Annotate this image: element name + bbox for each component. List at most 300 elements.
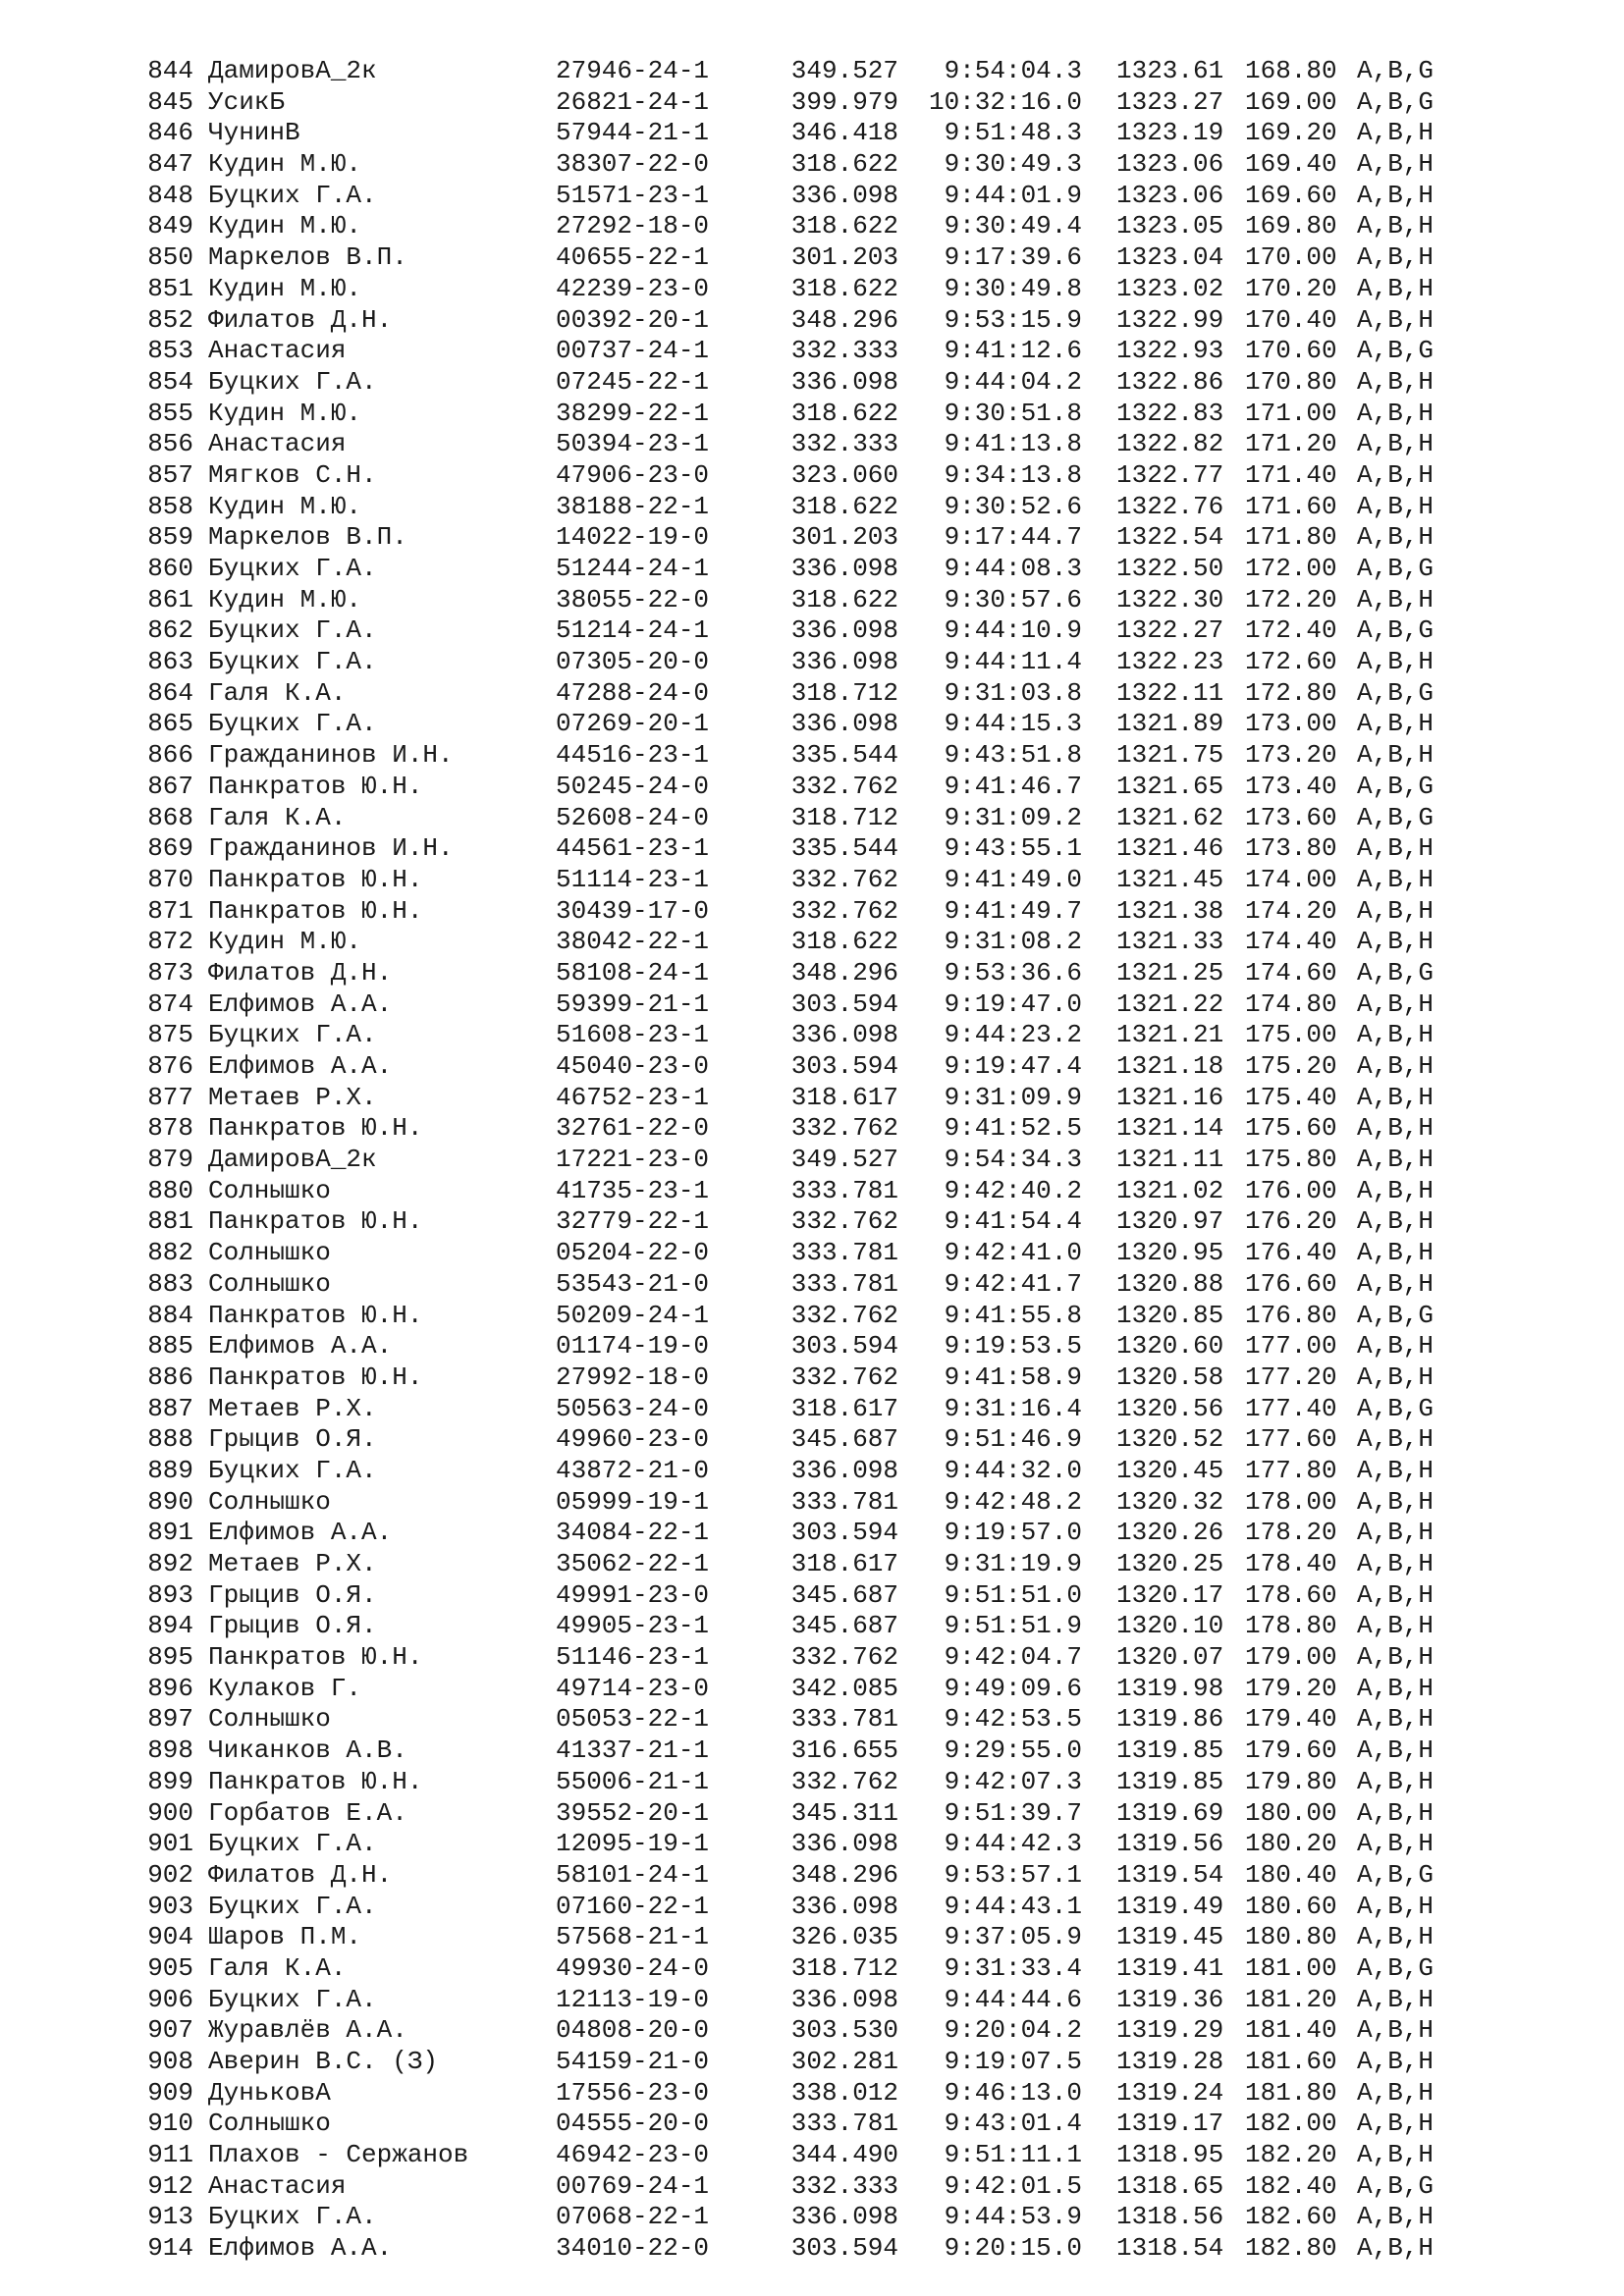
ring-number: 27992-18-0 <box>556 1362 710 1392</box>
distance: 318.712 <box>790 1952 898 1983</box>
distance: 332.762 <box>790 864 898 894</box>
place-number: 885 <box>147 1331 193 1362</box>
place-number: 866 <box>147 740 193 771</box>
arrival-time: 9:19:53.5 <box>944 1331 1082 1362</box>
table-row <box>0 149 1624 181</box>
groups: A,B,G <box>1357 86 1435 117</box>
arrival-time: 9:29:55.0 <box>944 1735 1082 1766</box>
groups: A,B,H <box>1357 1331 1435 1362</box>
speed: 1320.45 <box>1116 1455 1224 1485</box>
distance: 344.490 <box>790 2140 898 2170</box>
fancier-name: Метаев Р.Х. <box>208 1393 377 1423</box>
distance: 318.622 <box>790 584 898 614</box>
distance: 303.530 <box>790 2015 898 2046</box>
arrival-time: 9:44:32.0 <box>944 1455 1082 1485</box>
speed: 1321.02 <box>1116 1175 1224 1205</box>
ring-number: 17221-23-0 <box>556 1145 710 1175</box>
place-number: 894 <box>147 1611 193 1641</box>
arrival-time: 9:53:57.1 <box>944 1859 1082 1890</box>
arrival-time: 9:30:51.8 <box>944 398 1082 428</box>
place-number: 890 <box>147 1486 193 1517</box>
fancier-name: Елфимов А.А. <box>208 1518 393 1548</box>
coefficient: 178.40 <box>1245 1549 1337 1578</box>
fancier-name: Журавлёв А.А. <box>208 2015 407 2046</box>
ring-number: 34084-22-1 <box>556 1518 710 1548</box>
fancier-name: Мягков С.Н. <box>208 459 377 490</box>
distance: 301.203 <box>790 522 898 553</box>
arrival-time: 9:20:15.0 <box>944 2233 1082 2264</box>
fancier-name: Кудин М.Ю. <box>208 211 362 241</box>
table-row <box>0 1020 1624 1051</box>
table-row <box>0 181 1624 212</box>
coefficient: 173.00 <box>1245 709 1337 739</box>
speed: 1320.07 <box>1116 1642 1224 1673</box>
distance: 318.712 <box>790 802 898 832</box>
fancier-name: Кудин М.Ю. <box>208 149 362 180</box>
arrival-time: 9:44:23.2 <box>944 1020 1082 1050</box>
coefficient: 171.40 <box>1245 459 1337 490</box>
groups: A,B,H <box>1357 1455 1435 1485</box>
speed: 1319.17 <box>1116 2109 1224 2139</box>
speed: 1320.88 <box>1116 1268 1224 1299</box>
speed: 1322.54 <box>1116 522 1224 553</box>
speed: 1319.24 <box>1116 2077 1224 2108</box>
place-number: 857 <box>147 459 193 490</box>
ring-number: 50563-24-0 <box>556 1393 710 1423</box>
place-number: 902 <box>147 1859 193 1890</box>
fancier-name: Грыцив О.Я. <box>208 1611 377 1641</box>
place-number: 906 <box>147 1984 193 2014</box>
fancier-name: Буцких Г.А. <box>208 2202 377 2232</box>
place-number: 869 <box>147 833 193 864</box>
groups: A,B,H <box>1357 1486 1435 1517</box>
fancier-name: Анастасия <box>208 2170 347 2201</box>
fancier-name: ДамировА_2к <box>208 56 377 85</box>
coefficient: 174.20 <box>1245 895 1337 926</box>
ring-number: 14022-19-0 <box>556 522 710 553</box>
groups: A,B,H <box>1357 1268 1435 1299</box>
arrival-time: 9:31:16.4 <box>944 1393 1082 1423</box>
speed: 1321.16 <box>1116 1082 1224 1112</box>
table-row <box>0 2140 1624 2171</box>
coefficient: 173.60 <box>1245 802 1337 832</box>
table-row <box>0 1642 1624 1674</box>
fancier-name: Буцких Г.А. <box>208 1020 377 1050</box>
place-number: 874 <box>147 988 193 1019</box>
arrival-time: 9:41:49.7 <box>944 895 1082 926</box>
fancier-name: Плахов - Сержанов <box>208 2140 469 2170</box>
speed: 1322.77 <box>1116 459 1224 490</box>
arrival-time: 9:19:07.5 <box>944 2047 1082 2076</box>
distance: 338.012 <box>790 2077 898 2108</box>
groups: A,B,G <box>1357 615 1435 646</box>
ring-number: 07160-22-1 <box>556 1891 710 1921</box>
table-row <box>0 1611 1624 1642</box>
distance: 332.333 <box>790 2170 898 2201</box>
place-number: 862 <box>147 615 193 646</box>
speed: 1320.26 <box>1116 1518 1224 1548</box>
ring-number: 05053-22-1 <box>556 1704 710 1735</box>
coefficient: 181.20 <box>1245 1984 1337 2014</box>
fancier-name: Панкратов Ю.Н. <box>208 1362 423 1392</box>
table-row <box>0 1487 1624 1519</box>
arrival-time: 9:44:01.9 <box>944 180 1082 210</box>
arrival-time: 9:42:07.3 <box>944 1766 1082 1796</box>
table-row <box>0 1113 1624 1145</box>
table-row <box>0 1860 1624 1892</box>
distance: 336.098 <box>790 366 898 397</box>
coefficient: 170.60 <box>1245 336 1337 366</box>
place-number: 901 <box>147 1829 193 1859</box>
place-number: 908 <box>147 2047 193 2076</box>
coefficient: 176.20 <box>1245 1206 1337 1237</box>
place-number: 859 <box>147 522 193 553</box>
ring-number: 49905-23-1 <box>556 1611 710 1641</box>
fancier-name: Буцких Г.А. <box>208 1984 377 2014</box>
ring-number: 59399-21-1 <box>556 988 710 1019</box>
distance: 336.098 <box>790 709 898 739</box>
distance: 348.296 <box>790 1859 898 1890</box>
ring-number: 38307-22-0 <box>556 149 710 180</box>
table-row <box>0 1269 1624 1301</box>
distance: 301.203 <box>790 242 898 273</box>
table-row <box>0 305 1624 337</box>
arrival-time: 9:44:08.3 <box>944 554 1082 583</box>
groups: A,B,H <box>1357 895 1435 926</box>
ring-number: 17556-23-0 <box>556 2077 710 2108</box>
place-number: 909 <box>147 2077 193 2108</box>
arrival-time: 9:41:55.8 <box>944 1300 1082 1330</box>
place-number: 861 <box>147 584 193 614</box>
place-number: 873 <box>147 957 193 988</box>
speed: 1322.83 <box>1116 398 1224 428</box>
ring-number: 38055-22-0 <box>556 584 710 614</box>
ring-number: 49930-24-0 <box>556 1952 710 1983</box>
table-row <box>0 772 1624 803</box>
speed: 1320.97 <box>1116 1206 1224 1237</box>
groups: A,B,H <box>1357 1611 1435 1641</box>
arrival-time: 9:17:39.6 <box>944 242 1082 273</box>
speed: 1323.04 <box>1116 242 1224 273</box>
place-number: 876 <box>147 1051 193 1081</box>
speed: 1321.11 <box>1116 1145 1224 1175</box>
groups: A,B,H <box>1357 149 1435 180</box>
ring-number: 30439-17-0 <box>556 895 710 926</box>
distance: 323.060 <box>790 459 898 490</box>
coefficient: 177.00 <box>1245 1331 1337 1362</box>
speed: 1321.46 <box>1116 833 1224 864</box>
speed: 1323.06 <box>1116 149 1224 180</box>
speed: 1321.65 <box>1116 771 1224 801</box>
arrival-time: 9:30:57.6 <box>944 584 1082 614</box>
speed: 1323.19 <box>1116 118 1224 148</box>
groups: A,B,H <box>1357 1984 1435 2014</box>
ring-number: 12113-19-0 <box>556 1984 710 2014</box>
place-number: 860 <box>147 554 193 583</box>
speed: 1321.89 <box>1116 709 1224 739</box>
ring-number: 49991-23-0 <box>556 1579 710 1610</box>
ring-number: 04808-20-0 <box>556 2015 710 2046</box>
arrival-time: 9:54:34.3 <box>944 1145 1082 1175</box>
arrival-time: 9:41:54.4 <box>944 1206 1082 1237</box>
speed: 1320.32 <box>1116 1486 1224 1517</box>
table-row <box>0 2109 1624 2140</box>
coefficient: 180.20 <box>1245 1829 1337 1859</box>
coefficient: 177.20 <box>1245 1362 1337 1392</box>
arrival-time: 9:42:01.5 <box>944 2170 1082 2201</box>
fancier-name: Елфимов А.А. <box>208 2233 393 2264</box>
speed: 1323.05 <box>1116 211 1224 241</box>
arrival-time: 9:49:09.6 <box>944 1673 1082 1703</box>
distance: 318.622 <box>790 491 898 521</box>
coefficient: 175.60 <box>1245 1113 1337 1144</box>
groups: A,B,H <box>1357 1673 1435 1703</box>
table-row <box>0 1145 1624 1176</box>
arrival-time: 9:30:49.4 <box>944 211 1082 241</box>
coefficient: 180.40 <box>1245 1859 1337 1890</box>
fancier-name: Буцких Г.А. <box>208 180 377 210</box>
ring-number: 57568-21-1 <box>556 1922 710 1952</box>
speed: 1321.22 <box>1116 988 1224 1019</box>
ring-number: 57944-21-1 <box>556 118 710 148</box>
place-number: 844 <box>147 56 193 85</box>
table-row <box>0 1301 1624 1332</box>
speed: 1318.95 <box>1116 2140 1224 2170</box>
ring-number: 01174-19-0 <box>556 1331 710 1362</box>
table-row <box>0 522 1624 554</box>
coefficient: 174.40 <box>1245 927 1337 957</box>
place-number: 868 <box>147 802 193 832</box>
speed: 1320.58 <box>1116 1362 1224 1392</box>
speed: 1322.76 <box>1116 491 1224 521</box>
arrival-time: 9:30:49.3 <box>944 149 1082 180</box>
arrival-time: 9:31:19.9 <box>944 1549 1082 1578</box>
ring-number: 04555-20-0 <box>556 2109 710 2139</box>
place-number: 877 <box>147 1082 193 1112</box>
table-row <box>0 1953 1624 1985</box>
table-row <box>0 1051 1624 1083</box>
place-number: 858 <box>147 491 193 521</box>
coefficient: 175.80 <box>1245 1145 1337 1175</box>
place-number: 897 <box>147 1704 193 1735</box>
arrival-time: 9:30:52.6 <box>944 491 1082 521</box>
table-row <box>0 1331 1624 1362</box>
fancier-name: Солнышко <box>208 1238 331 1268</box>
ring-number: 38299-22-1 <box>556 398 710 428</box>
ring-number: 00769-24-1 <box>556 2170 710 2201</box>
groups: A,B,H <box>1357 1238 1435 1268</box>
ring-number: 51114-23-1 <box>556 864 710 894</box>
groups: A,B,G <box>1357 554 1435 583</box>
place-number: 882 <box>147 1238 193 1268</box>
groups: A,B,H <box>1357 1051 1435 1081</box>
groups: A,B,H <box>1357 1362 1435 1392</box>
distance: 399.979 <box>790 86 898 117</box>
coefficient: 181.40 <box>1245 2015 1337 2046</box>
ring-number: 35062-22-1 <box>556 1549 710 1578</box>
groups: A,B,H <box>1357 429 1435 459</box>
groups: A,B,H <box>1357 1020 1435 1050</box>
speed: 1321.38 <box>1116 895 1224 926</box>
distance: 335.544 <box>790 833 898 864</box>
table-row <box>0 1176 1624 1207</box>
speed: 1322.27 <box>1116 615 1224 646</box>
place-number: 914 <box>147 2233 193 2264</box>
table-row <box>0 1394 1624 1425</box>
groups: A,B,H <box>1357 1424 1435 1455</box>
arrival-time: 9:20:04.2 <box>944 2015 1082 2046</box>
fancier-name: ДамировА_2к <box>208 1145 377 1175</box>
table-row <box>0 740 1624 772</box>
distance: 335.544 <box>790 740 898 771</box>
place-number: 904 <box>147 1922 193 1952</box>
table-row <box>0 1549 1624 1580</box>
place-number: 898 <box>147 1735 193 1766</box>
fancier-name: Кулаков Г. <box>208 1673 362 1703</box>
coefficient: 179.80 <box>1245 1766 1337 1796</box>
place-number: 912 <box>147 2170 193 2201</box>
table-row <box>0 56 1624 87</box>
fancier-name: Грыцив О.Я. <box>208 1424 377 1455</box>
distance: 303.594 <box>790 2233 898 2264</box>
ring-number: 51608-23-1 <box>556 1020 710 1050</box>
fancier-name: Буцких Г.А. <box>208 1829 377 1859</box>
coefficient: 169.80 <box>1245 211 1337 241</box>
fancier-name: Кудин М.Ю. <box>208 491 362 521</box>
fancier-name: ДуньковА <box>208 2077 331 2108</box>
coefficient: 180.60 <box>1245 1891 1337 1921</box>
fancier-name: Елфимов А.А. <box>208 1331 393 1362</box>
speed: 1320.60 <box>1116 1331 1224 1362</box>
arrival-time: 9:41:49.0 <box>944 864 1082 894</box>
ring-number: 51146-23-1 <box>556 1642 710 1673</box>
ring-number: 50394-23-1 <box>556 429 710 459</box>
coefficient: 182.00 <box>1245 2109 1337 2139</box>
table-row <box>0 927 1624 958</box>
arrival-time: 9:31:03.8 <box>944 677 1082 708</box>
place-number: 849 <box>147 211 193 241</box>
distance: 318.617 <box>790 1393 898 1423</box>
speed: 1323.61 <box>1116 56 1224 85</box>
coefficient: 178.80 <box>1245 1611 1337 1641</box>
fancier-name: Кудин М.Ю. <box>208 927 362 957</box>
coefficient: 179.60 <box>1245 1735 1337 1766</box>
speed: 1320.95 <box>1116 1238 1224 1268</box>
arrival-time: 9:54:04.3 <box>944 56 1082 85</box>
ring-number: 45040-23-0 <box>556 1051 710 1081</box>
arrival-time: 9:42:04.7 <box>944 1642 1082 1673</box>
distance: 332.762 <box>790 1113 898 1144</box>
distance: 332.762 <box>790 1362 898 1392</box>
groups: A,B,H <box>1357 1891 1435 1921</box>
coefficient: 178.00 <box>1245 1486 1337 1517</box>
coefficient: 169.40 <box>1245 149 1337 180</box>
place-number: 913 <box>147 2202 193 2232</box>
fancier-name: Чиканков А.В. <box>208 1735 407 1766</box>
speed: 1319.28 <box>1116 2047 1224 2076</box>
ring-number: 34010-22-0 <box>556 2233 710 2264</box>
speed: 1323.27 <box>1116 86 1224 117</box>
arrival-time: 9:42:40.2 <box>944 1175 1082 1205</box>
groups: A,B,H <box>1357 2077 1435 2108</box>
speed: 1321.45 <box>1116 864 1224 894</box>
groups: A,B,H <box>1357 459 1435 490</box>
arrival-time: 9:41:12.6 <box>944 336 1082 366</box>
arrival-time: 9:44:11.4 <box>944 647 1082 677</box>
coefficient: 181.80 <box>1245 2077 1337 2108</box>
arrival-time: 9:51:11.1 <box>944 2140 1082 2170</box>
distance: 318.712 <box>790 677 898 708</box>
arrival-time: 9:19:57.0 <box>944 1518 1082 1548</box>
coefficient: 182.20 <box>1245 2140 1337 2170</box>
table-row <box>0 2202 1624 2233</box>
table-row <box>0 460 1624 492</box>
ring-number: 43872-21-0 <box>556 1455 710 1485</box>
fancier-name: Солнышко <box>208 1175 331 1205</box>
arrival-time: 9:42:41.0 <box>944 1238 1082 1268</box>
arrival-time: 9:44:15.3 <box>944 709 1082 739</box>
distance: 318.617 <box>790 1082 898 1112</box>
coefficient: 170.00 <box>1245 242 1337 273</box>
arrival-time: 9:41:46.7 <box>944 771 1082 801</box>
ring-number: 32779-22-1 <box>556 1206 710 1237</box>
coefficient: 175.20 <box>1245 1051 1337 1081</box>
distance: 318.617 <box>790 1549 898 1578</box>
table-row <box>0 1456 1624 1487</box>
place-number: 899 <box>147 1766 193 1796</box>
table-row <box>0 896 1624 928</box>
speed: 1320.17 <box>1116 1579 1224 1610</box>
table-row <box>0 678 1624 710</box>
place-number: 848 <box>147 180 193 210</box>
distance: 316.655 <box>790 1735 898 1766</box>
fancier-name: Анастасия <box>208 429 347 459</box>
speed: 1318.54 <box>1116 2233 1224 2264</box>
arrival-time: 10:32:16.0 <box>928 86 1082 117</box>
fancier-name: Маркелов В.П. <box>208 522 407 553</box>
ring-number: 51244-24-1 <box>556 554 710 583</box>
arrival-time: 9:43:55.1 <box>944 833 1082 864</box>
table-row <box>0 865 1624 896</box>
distance: 318.622 <box>790 927 898 957</box>
table-row <box>0 211 1624 242</box>
speed: 1322.93 <box>1116 336 1224 366</box>
ring-number: 07269-20-1 <box>556 709 710 739</box>
fancier-name: Аверин В.С. (З) <box>208 2047 439 2076</box>
fancier-name: Панкратов Ю.Н. <box>208 1766 423 1796</box>
table-row <box>0 1829 1624 1860</box>
distance: 332.762 <box>790 1642 898 1673</box>
table-row <box>0 2233 1624 2265</box>
table-row <box>0 1985 1624 2016</box>
table-row <box>0 492 1624 523</box>
distance: 332.762 <box>790 771 898 801</box>
coefficient: 182.80 <box>1245 2233 1337 2264</box>
groups: A,B,H <box>1357 1704 1435 1735</box>
arrival-time: 9:51:46.9 <box>944 1424 1082 1455</box>
groups: A,B,H <box>1357 211 1435 241</box>
table-row <box>0 1206 1624 1238</box>
fancier-name: Панкратов Ю.Н. <box>208 1113 423 1144</box>
groups: A,B,H <box>1357 2015 1435 2046</box>
ring-number: 00392-20-1 <box>556 304 710 335</box>
coefficient: 176.60 <box>1245 1268 1337 1299</box>
table-row <box>0 958 1624 989</box>
results-table <box>0 56 1624 2265</box>
groups: A,B,H <box>1357 1113 1435 1144</box>
groups: A,B,H <box>1357 2202 1435 2232</box>
speed: 1319.69 <box>1116 1797 1224 1828</box>
